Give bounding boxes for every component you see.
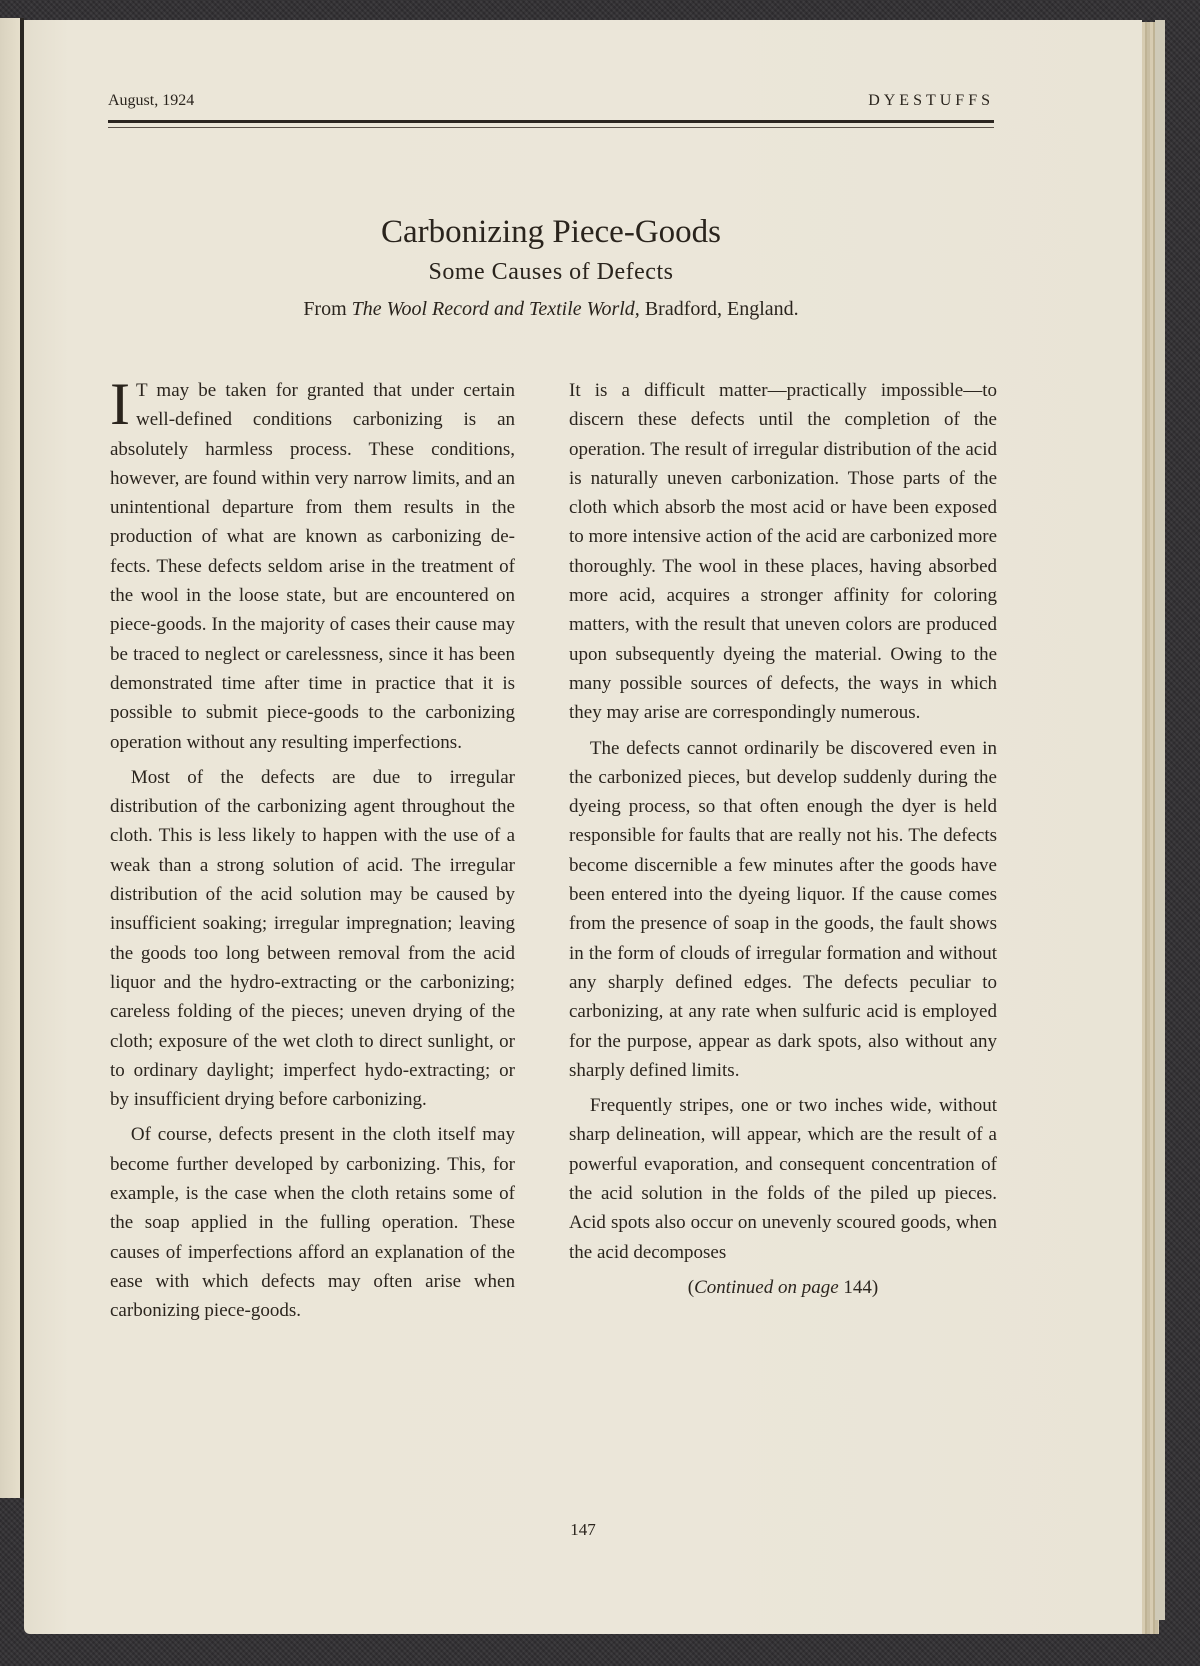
article-title: Carbonizing Piece-Goods	[380, 214, 721, 250]
header-rule-thick	[108, 120, 994, 123]
continuation-note: (Continued on page 144)	[687, 1276, 879, 1298]
issue-date: August, 1924	[108, 92, 195, 109]
paragraph: Of course, defects present in the cloth itself may become further developed by carbonizing. This, for example, is the case when the cloth retains some of the soap applied in the fulling operation. These causes of imperfections afford an explanation of the ease with which defects may often arise when carbonizing piece-goods.	[110, 1124, 515, 1322]
cover-board-edge	[1155, 20, 1165, 1620]
article-source	[108, 294, 994, 324]
continuation-page: 144	[843, 1276, 872, 1298]
drop-cap: I	[110, 371, 130, 437]
paragraph: It is a difficult matter—practically impossible—to discern these defects until the completion of the operation. The result of irregular distribution of the acid is naturally uneven carbonization. Those parts of the cloth which absorb the most acid or have been exposed to more intensive action of the acid are carbonized more thoroughly. The wool in these places, having absorbed more acid, acquires a stronger affinity for coloring matters, with the result that uneven colors are produced upon subsequently dyeing the material. Owing to the many possible sources of defects, the ways in which they may arise are correspondingly numerous.	[569, 380, 997, 724]
source-publication: The Wool Record and Textile World,	[351, 298, 640, 320]
paragraph: The defects cannot ordinarily be discovered even in the carbonized pieces, but develop suddenly during the dyeing process, so that often enough the dyer is held responsible for faults that are really not his. The defects become discernible a few minutes after the goods have been entered into the dyeing liquor. If the cause comes from the presence of soap in the goods, the fault shows in the form of clouds of irregular formation and without any sharply defined edges. The defects peculiar to carbonizing, at any rate when sulfuric acid is employed for the purpose, appear as dark spots, also without any sharply defined limits.	[569, 737, 997, 1081]
article-heading	[108, 212, 994, 324]
running-head	[108, 92, 994, 114]
left-column	[110, 371, 515, 1332]
source-prefix: From	[303, 298, 352, 320]
right-column	[569, 376, 997, 1308]
source-location: Bradford, England.	[639, 298, 799, 320]
paragraph: Frequently stripes, one or two inches wide, without sharp delineation, will appear, which are the result of a powerful evaporation, and consequent concentration of the acid solution in the folds of the piled up pieces. Acid spots also occur on unevenly scoured goods, when the acid decomposes	[569, 1095, 997, 1263]
page-number: 147	[570, 1520, 596, 1539]
paragraph: I T may be taken for granted that under certain well-defined conditions carbonizing is an absolutely harmless process. These conditions, however, are found within very narrow limits, and an unintentional departure from them results in the production of what are known as carbonizing defects. These defects seldom arise in the treatment of the wool in the loose state, but are encountered on piece-goods. In the majority of cases their cause may be traced to neglect or carelessness, since it has been demonstrated time after time in practice that it is possible to submit piece-goods to the carbonizing operation without any resulting imperfections.	[110, 371, 515, 753]
journal-name: DYESTUFFS	[868, 92, 994, 109]
header-rule-thin	[108, 127, 994, 128]
previous-page-edge	[0, 18, 20, 1498]
article-subtitle: Some Causes of Defects	[428, 259, 674, 285]
paragraph: Most of the defects are due to irregular distribution of the carbonizing agent throughout the cloth. This is less likely to happen with the use of a weak than a strong solution of acid. The irregular distribution of the acid solution may be caused by insufficient soaking; irregular impregnation; leaving the goods too long between removal from the acid liquor and the hydro-extracting or the carbonizing; careless folding of the pieces; uneven drying of the cloth; exposure of the wet cloth to direct sunlight, or to ordinary daylight; imperfect hydo-extracting; or by insufficient drying before carbonizing.	[110, 766, 515, 1111]
